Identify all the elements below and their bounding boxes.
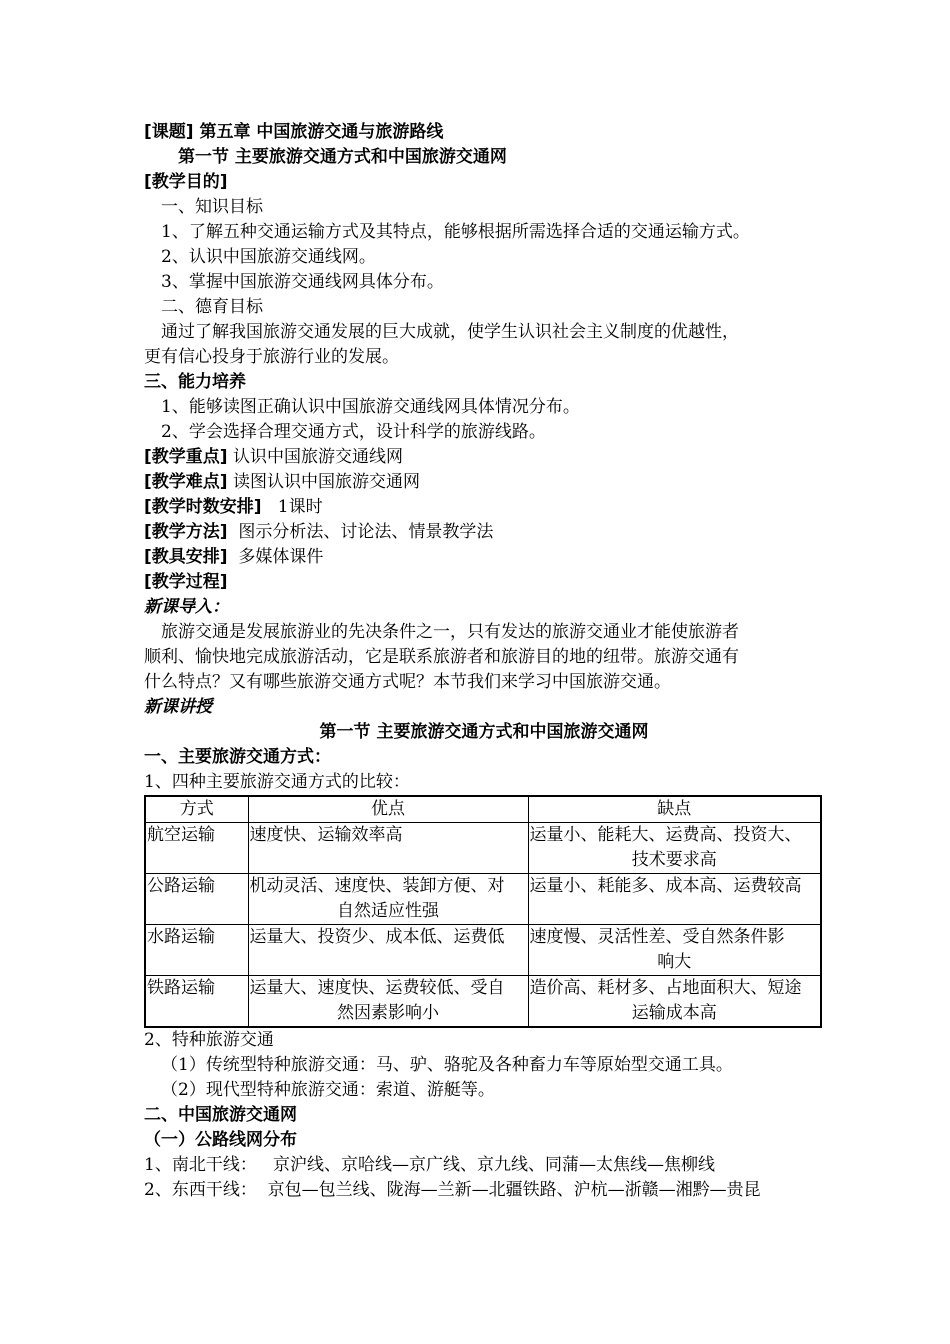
cons-cell [528,925,821,976]
meta-hours [144,495,824,520]
knowledge-heading: 一、知识目标 [161,197,263,217]
comparison-table [144,795,822,1028]
table-row [145,874,821,925]
moral-heading: 二、德育目标 [161,297,263,317]
lecture-section-title: 第一节 主要旅游交通方式和中国旅游交通网 [319,722,649,742]
knowledge-item: 3、掌握中国旅游交通线网具体分布。 [161,272,444,292]
section-title: 第一节 主要旅游交通方式和中国旅游交通网 [178,147,507,167]
moral-text-line: 更有信心投身于旅游行业的发展。 [144,347,399,367]
meta-value: 认识中国旅游交通线网 [227,447,403,467]
table-header-row [145,796,821,823]
knowledge-item: 2、认识中国旅游交通线网。 [161,247,376,267]
meta-label: [教具安排] [144,547,228,567]
meta-label: [教学重点] [144,447,228,467]
cons-line: 运输成本高 [631,1003,717,1023]
table-row [145,823,821,874]
meta-label: [教学难点] [144,472,228,492]
table-row [145,925,821,976]
cons-line: 运量小、耗能多、成本高、运费较高 [529,876,802,896]
mode-cell: 水路运输 [145,925,248,976]
pros-cell [248,823,528,874]
cons-line: 响大 [657,952,692,972]
moral-text-line: 通过了解我国旅游交通发展的巨大成就，使学生认识社会主义制度的优越性， [161,322,739,342]
meta-tools [144,545,824,570]
knowledge-item: 1、了解五种交通运输方式及其特点，能够根据所需选择合适的交通运输方式。 [161,222,750,242]
cons-cell [528,976,821,1028]
cons-line: 运量小、能耗大、运费高、投资大、 [529,825,802,845]
pros-line: 速度快、运输效率高 [249,825,403,845]
meta-methods [144,520,824,545]
lecture-heading: 新课讲授 [144,697,212,717]
goals-heading: [教学目的] [144,172,228,192]
meta-value: 读图认识中国旅游交通网 [227,472,420,492]
intro-line: 顺利、愉快地完成旅游活动，它是联系旅游者和旅游目的地的纽带。旅游交通有 [144,647,739,667]
table-row [145,976,821,1028]
intro-line: 旅游交通是发展旅游业的先决条件之一，只有发达的旅游交通业才能使旅游者 [161,622,739,642]
pros-line: 机动灵活、速度快、装卸方便、对 [249,876,505,896]
meta-difficulties [144,470,824,495]
mode-cell: 铁路运输 [145,976,248,1028]
pros-line: 运量大、投资少、成本低、运费低 [249,927,505,947]
cons-line: 技术要求高 [631,850,717,870]
meta-label: [教学时数安排] [144,497,262,517]
ability-item: 2、学会选择合理交通方式，设计科学的旅游线路。 [161,422,546,442]
cons-cell [528,823,821,874]
road-item: 1、南北干线： 京沪线、京哈线—京广线、京九线、同蒲—太焦线—焦柳线 [144,1155,716,1175]
compare-heading: 1、四种主要旅游交通方式的比较： [144,772,410,792]
special-item: （2）现代型特种旅游交通：索道、游艇等。 [161,1080,495,1100]
ability-item: 1、能够读图正确认识中国旅游交通线网具体情况分布。 [161,397,580,417]
meta-value: 多媒体课件 [227,547,324,567]
part1-heading: 一、主要旅游交通方式： [144,747,331,767]
pros-cell [248,925,528,976]
meta-process [144,570,824,595]
road-heading: （一）公路线网分布 [144,1130,297,1150]
pros-cell [248,874,528,925]
meta-label: [教学方法] [144,522,228,542]
table-header-cell: 方式 [145,796,248,823]
table-header-cell: 优点 [248,796,528,823]
intro-heading: 新课导入： [144,597,229,617]
pros-line: 运量大、速度快、运费较低、受自 [249,978,505,998]
cons-line: 速度慢、灵活性差、受自然条件影 [529,927,785,947]
special-item: （1）传统型特种旅游交通：马、驴、骆驼及各种畜力车等原始型交通工具。 [161,1055,733,1075]
meta-label: [教学过程] [144,572,228,592]
ability-heading: 三、能力培养 [144,372,246,392]
document-page [144,120,824,1203]
mode-cell: 航空运输 [145,823,248,874]
road-item: 2、东西干线： 京包—包兰线、陇海—兰新—北疆铁路、沪杭—浙赣—湘黔—贵昆 [144,1180,761,1200]
intro-line: 什么特点？又有哪些旅游交通方式呢？本节我们来学习中国旅游交通。 [144,672,671,692]
meta-value: 图示分析法、讨论法、情景教学法 [227,522,494,542]
pros-line: 自然适应性强 [337,901,439,921]
special-heading: 2、特种旅游交通 [144,1030,274,1050]
meta-key-points [144,445,824,470]
mode-cell: 公路运输 [145,874,248,925]
pros-cell [248,976,528,1028]
part2-heading: 二、中国旅游交通网 [144,1105,297,1125]
cons-line: 造价高、耗材多、占地面积大、短途 [529,978,802,998]
pros-line: 然因素影响小 [337,1003,439,1023]
table-header-cell: 缺点 [528,796,821,823]
cons-cell [528,874,821,925]
lesson-title: [课题] 第五章 中国旅游交通与旅游路线 [144,122,444,142]
meta-value: 1课时 [261,497,323,517]
